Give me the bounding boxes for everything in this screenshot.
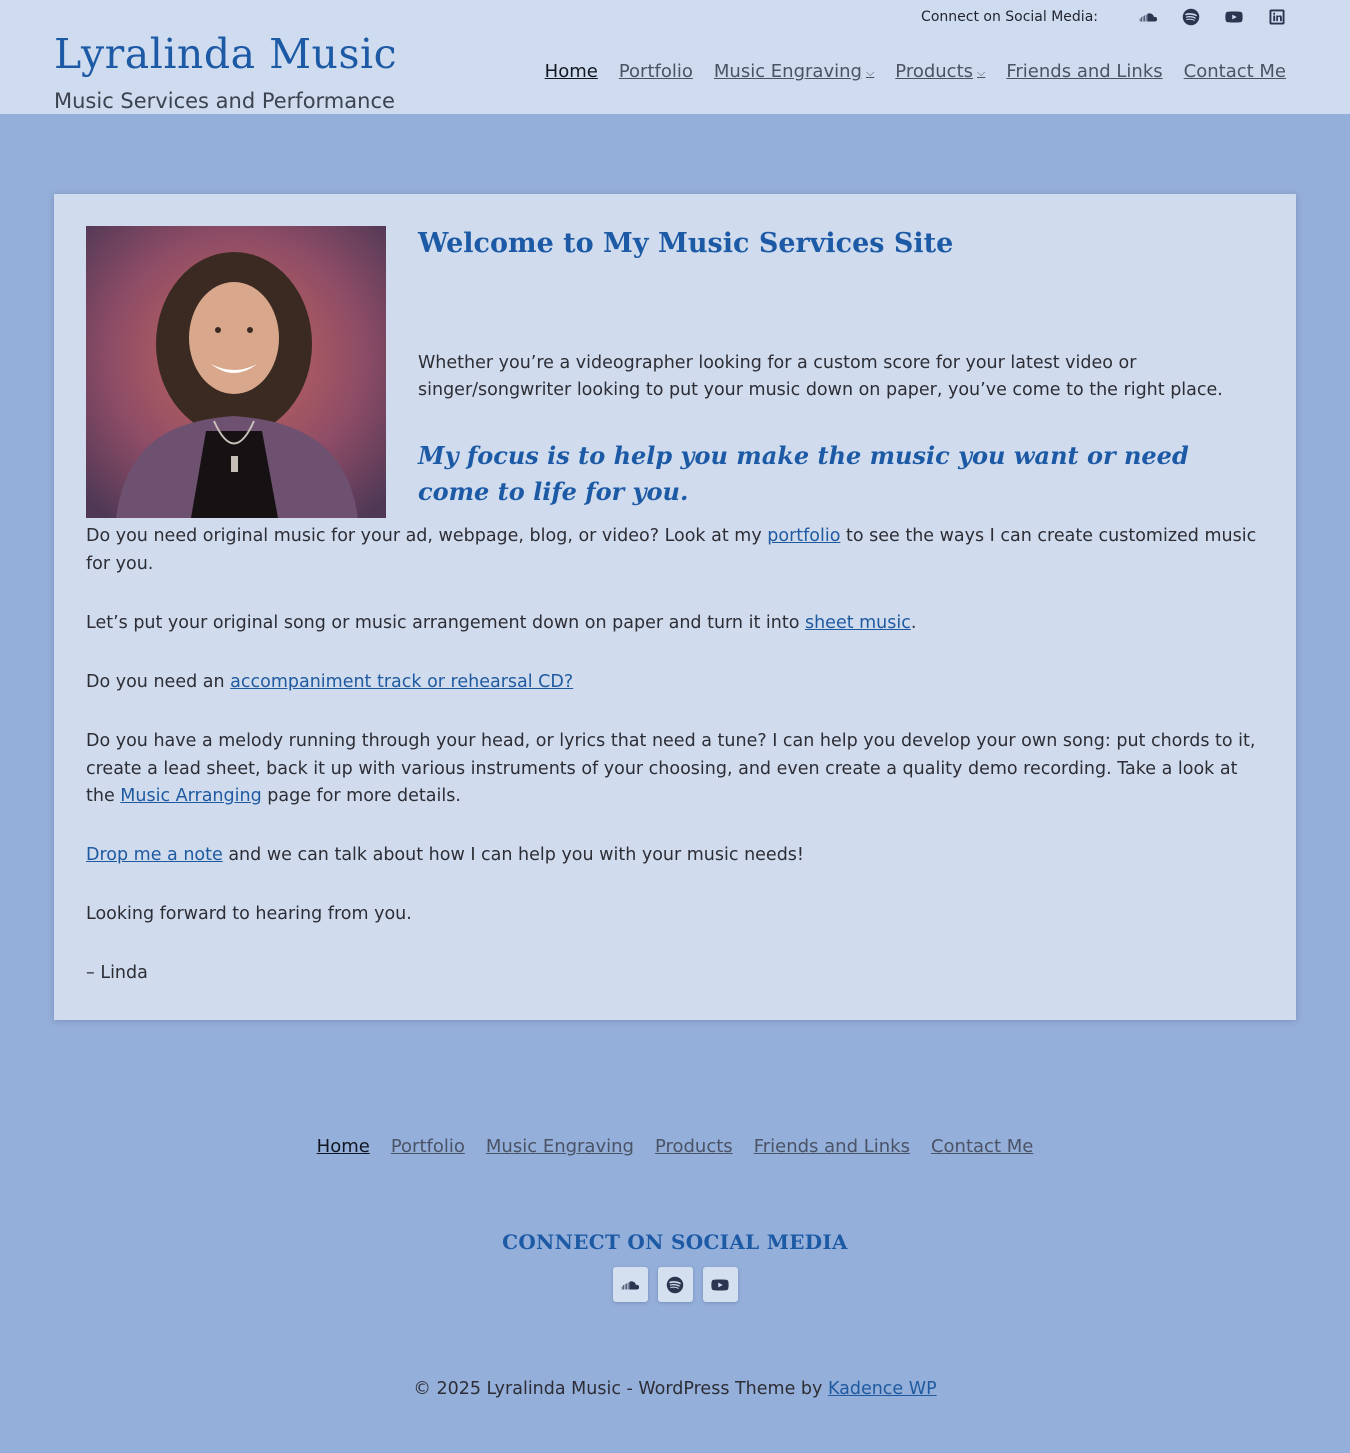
connect-label: Connect on Social Media: [921,9,1098,25]
nav-item-home[interactable]: Home [544,61,598,82]
site-header [0,0,1350,114]
paragraph-melody: Do you have a melody running through your head, or lyrics that need a tune? I can help you develop your own song: put chords to it, create a lead sheet, back it up with various instruments of your choosing, and even create a quality demo recording. Take a look at the Music Arranging page for more details. [86,731,1256,806]
linkedin-icon[interactable] [1266,6,1288,28]
footer-nav [0,1136,1350,1157]
focus-statement: My focus is to help you make the music you want or need come to life for you. [418,441,1189,506]
copyright: © 2025 Lyralinda Music - WordPress Theme by Kadence WP [413,1379,937,1399]
nav-item-contact-me[interactable]: Contact Me [1183,61,1286,82]
footer-nav-music-engraving[interactable]: Music Engraving [485,1136,634,1157]
portfolio-link[interactable]: portfolio [767,526,841,546]
drop-note-link[interactable]: Drop me a note [86,845,223,865]
footer-nav-portfolio[interactable]: Portfolio [390,1136,465,1157]
spotify-icon[interactable] [1180,6,1202,28]
footer-nav-home[interactable]: Home [316,1136,370,1157]
footer-nav-contact-me[interactable]: Contact Me [930,1136,1034,1157]
footer-nav-friends-and-links[interactable]: Friends and Links [753,1136,910,1157]
paragraph-original-music: Do you need original music for your ad, webpage, blog, or video? Look at my portfolio to see the ways I can create customized music for you. [86,526,1257,574]
soundcloud-icon[interactable] [613,1267,648,1302]
youtube-icon[interactable] [703,1267,738,1302]
paragraph-sheet-music: Let’s put your original song or music arrangement down on paper and turn it into sheet music. [86,613,917,633]
site-title[interactable]: Lyralinda Music [54,30,398,78]
signature: – Linda [86,963,148,983]
nav-item-portfolio[interactable]: Portfolio [618,61,693,82]
footer-nav-products[interactable]: Products [654,1136,733,1157]
top-social-bar [921,6,1288,28]
youtube-icon[interactable] [1223,6,1245,28]
social-heading: CONNECT ON SOCIAL MEDIA [502,1230,848,1254]
paragraph-drop-note: Drop me a note and we can talk about how I can help you with your music needs! [86,845,804,865]
soundcloud-icon[interactable] [1137,6,1159,28]
chevron-down-icon: ⌵ [865,66,875,79]
kadence-wp-link[interactable]: Kadence WP [827,1379,937,1399]
chevron-down-icon: ⌵ [977,66,986,79]
spotify-icon[interactable] [658,1267,693,1302]
paragraph-accompaniment: Do you need an accompaniment track or rehearsal CD? [86,672,574,692]
accompaniment-link[interactable]: accompaniment track or rehearsal CD? [230,672,574,692]
main-nav [524,61,1286,82]
music-arranging-link[interactable]: Music Arranging [120,786,262,806]
nav-item-products[interactable]: Products ⌵ [895,61,986,82]
footer-social-icons [0,1267,1350,1302]
intro-paragraph: Whether you’re a videographer looking for a custom score for your latest video or singer/songwriter looking to put your music down on paper, you’ve come to the right place. [418,353,1223,400]
sheet-music-link[interactable]: sheet music [804,613,911,633]
portrait-photo [86,226,386,518]
nav-item-music-engraving[interactable]: Music Engraving ⌵ [713,61,875,82]
welcome-heading: Welcome to My Music Services Site [418,228,954,259]
nav-item-friends-and-links[interactable]: Friends and Links [1006,61,1163,82]
content-card [54,194,1296,1020]
site-tagline: Music Services and Performance [54,89,395,113]
paragraph-looking-forward: Looking forward to hearing from you. [86,904,412,924]
